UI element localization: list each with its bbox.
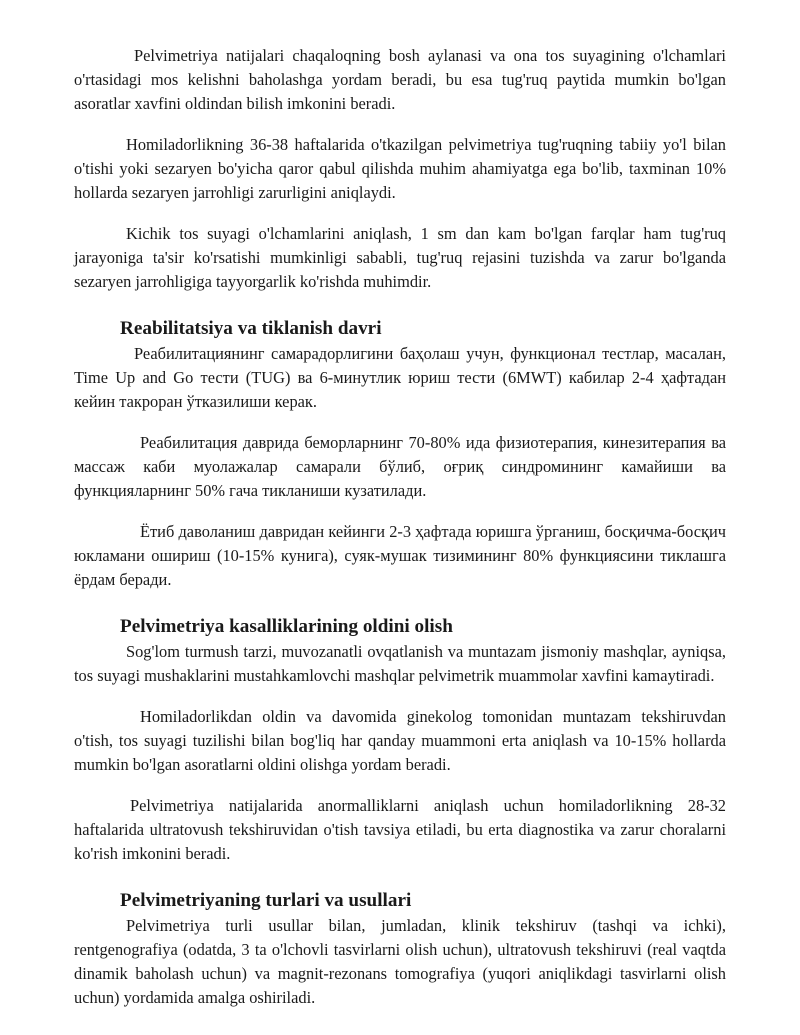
paragraph: Kichik tos suyagi o'lchamlarini aniqlash, 1 sm dan kam bo'lgan farqlar ham tug'ruq jarayoniga ta'sir ko'rsatishi mumkinligi sababli, tug'ruq rejasini tuzishda va zarur bo'lganda sezaryen jarrohligiga tayyorgarlik ko'rishda muhimdir. — [74, 224, 726, 291]
paragraph: Sog'lom turmush tarzi, muvozanatli ovqatlanish va muntazam jismoniy mashqlar, ayniqsa, tos suyagi mushaklarini mustahkamlovchi mashqlar pelvimetrik muammolar xavfini kamaytiradi. — [74, 642, 726, 685]
paragraph: Pelvimetriya turli usullar bilan, jumladan, klinik tekshiruv (tashqi va ichki), rentgenografiya (odatda, 3 ta o'lchovli tasvirlarni olish uchun), ultratovush tekshiruvi (real vaqtda dinamik baholash uchun) va magnit-rezonans tomografiya (yuqori aniqlikdagi tasvirlarni olish uchun) yordamida amalga oshiriladi. — [74, 916, 726, 1007]
paragraph: Реабилитациянинг самарадорлигини баҳолаш учун, функционал тестлар, масалан, Time Up and Go тести (TUG) ва 6-минутлик юриш тести (6MWT) кабилар 2-4 ҳафтадан кейин такроран ўтказилиши керак. — [74, 344, 726, 411]
section-heading: Pelvimetriya kasalliklarining oldini olish — [120, 616, 453, 637]
paragraph: Homiladorlikning 36-38 haftalarida o'tkazilgan pelvimetriya tug'ruqning tabiiy yo'l bilan o'tishi yoki sezaryen bo'yicha qaror qabul qilishda muhim ahamiyatga ega bo'lib, taxminan 10% hollarda sezaryen jarrohligi zarurligini aniqlaydi. — [74, 135, 726, 202]
document-page — [74, 44, 726, 1027]
paragraph: Ётиб даволаниш давридан кейинги 2-3 ҳафтада юришга ўрганиш, босқичма-босқич юкламани ошириш (10-15% кунига), суяк-мушак тизимининг 80% функциясини тиклашга ёрдам беради. — [74, 522, 726, 589]
paragraph: Pelvimetriya natijalarida anormalliklarni aniqlash uchun homiladorlikning 28-32 haftalarida ultratovush tekshiruvidan o'tish tavsiya etiladi, bu erta diagnostika va zarur choralarni ko'rish imkonini beradi. — [74, 796, 726, 863]
section-heading: Reabilitatsiya va tiklanish davri — [120, 318, 382, 339]
paragraph: Pelvimetriya natijalari chaqaloqning bosh aylanasi va ona tos suyagining o'lchamlari o'rtasidagi mos kelishni baholashga yordam beradi, bu esa tug'ruq paytida mumkin bo'lgan asoratlar xavfini oldindan bilish imkonini beradi. — [74, 46, 726, 113]
paragraph: Homiladorlikdan oldin va davomida ginekolog tomonidan muntazam tekshiruvdan o'tish, tos suyagi tuzilishi bilan bog'liq har qanday muammoni erta aniqlash va 10-15% hollarda mumkin bo'lgan asoratlarni oldini olishga yordam beradi. — [74, 707, 726, 774]
paragraph: Реабилитация даврида беморларнинг 70-80% ида физиотерапия, кинезитерапия ва массаж каби муолажалар самарали бўлиб, оғриқ синдромининг камайиши ва функцияларнинг 50% гача тикланиши кузатилади. — [74, 433, 726, 500]
section-heading: Pelvimetriyaning turlari va usullari — [120, 890, 412, 911]
